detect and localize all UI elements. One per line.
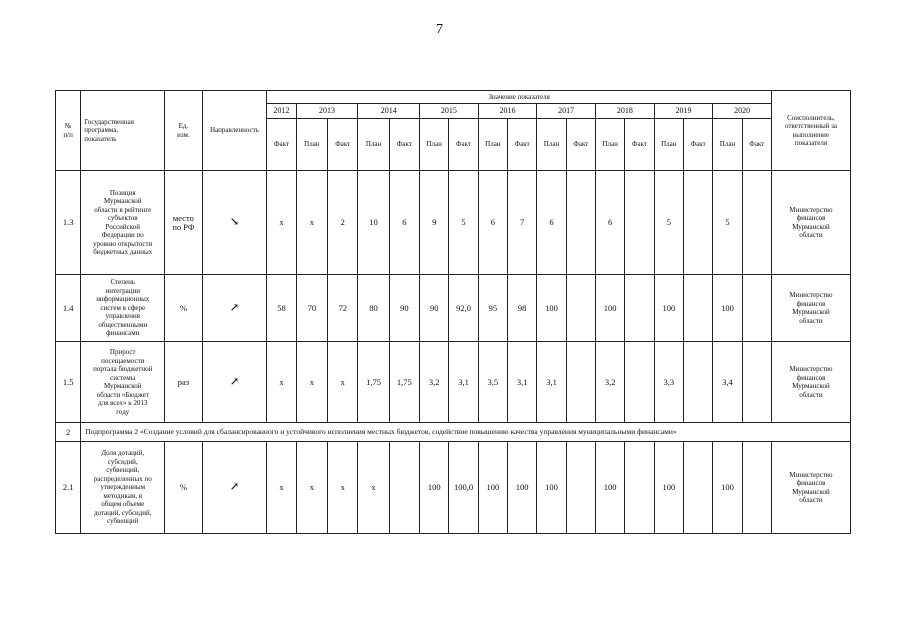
- direction-arrow-icon: ↗: [202, 275, 267, 342]
- header-year-2012: 2012: [267, 104, 296, 119]
- header-plan-9: План: [537, 119, 566, 171]
- header-year-2018: 2018: [596, 104, 655, 119]
- value-cell: х: [296, 171, 327, 275]
- row-name: Доля дотаций, субсидий, субвенций, распределенных по утвержденным методикам, в общем объеме дотаций, субсидий, субвенций: [81, 442, 165, 534]
- subprogram-row: [56, 423, 851, 442]
- subprogram-title: Подпрограмма 2 «Создание условий для сбалансированного и устойчивого исполнения местных бюджетов, содействие повышению качества управления муниципальными финансами»: [81, 423, 851, 442]
- header-plan-15: План: [713, 119, 742, 171]
- header-year-2019: 2019: [654, 104, 713, 119]
- value-cell: 3,4: [713, 342, 742, 423]
- value-cell: 3,1: [449, 342, 478, 423]
- value-cell: 6: [389, 171, 419, 275]
- value-cell: 100,0: [449, 442, 478, 534]
- value-cell: 70: [296, 275, 327, 342]
- value-cell: 2: [328, 171, 358, 275]
- header-plan-11: План: [596, 119, 625, 171]
- value-cell: 92,0: [449, 275, 478, 342]
- row-name: Степень интеграции информационных систем в сфере управления общественными финансами: [81, 275, 165, 342]
- value-cell: х: [358, 442, 389, 534]
- header-direction: Направленность: [202, 91, 267, 171]
- value-cell: х: [328, 342, 358, 423]
- direction-arrow-icon: ↗: [202, 442, 267, 534]
- value-cell: 3,2: [596, 342, 625, 423]
- header-executor: Соисполнитель, ответственный за выполнение показателя: [771, 91, 850, 171]
- indicator-table: [55, 90, 851, 534]
- value-cell: [742, 171, 771, 275]
- value-cell: 7: [508, 171, 537, 275]
- value-cell: [625, 275, 654, 342]
- table-row: [56, 342, 851, 423]
- value-cell: 9: [420, 171, 449, 275]
- row-num: 1.5: [56, 342, 81, 423]
- row-executor: Министерство финансов Мурманской области: [771, 275, 850, 342]
- header-year-2017: 2017: [537, 104, 596, 119]
- header-fact-10: Факт: [566, 119, 595, 171]
- table-row: [56, 275, 851, 342]
- value-cell: 3,5: [478, 342, 507, 423]
- row-executor: Министерство финансов Мурманской области: [771, 342, 850, 423]
- value-cell: х: [296, 442, 327, 534]
- value-cell: 6: [478, 171, 507, 275]
- value-cell: [566, 342, 595, 423]
- value-cell: х: [296, 342, 327, 423]
- value-cell: [625, 342, 654, 423]
- value-cell: 100: [420, 442, 449, 534]
- value-cell: [625, 171, 654, 275]
- value-cell: [683, 342, 712, 423]
- value-cell: 6: [596, 171, 625, 275]
- header-plan-13: План: [654, 119, 683, 171]
- value-cell: 100: [596, 442, 625, 534]
- row-unit: место по РФ: [165, 171, 202, 275]
- value-cell: 5: [713, 171, 742, 275]
- value-cell: [683, 442, 712, 534]
- value-cell: [683, 275, 712, 342]
- value-cell: [566, 442, 595, 534]
- value-cell: [683, 171, 712, 275]
- value-cell: 95: [478, 275, 507, 342]
- value-cell: 100: [478, 442, 507, 534]
- header-values-title: Значение показателя: [267, 91, 772, 104]
- header-plan-1: План: [296, 119, 327, 171]
- header-fact-14: Факт: [683, 119, 712, 171]
- value-cell: 100: [508, 442, 537, 534]
- value-cell: 3,1: [508, 342, 537, 423]
- value-cell: [566, 171, 595, 275]
- header-plan-5: План: [420, 119, 449, 171]
- value-cell: [742, 342, 771, 423]
- row-name: Позиция Мурманской области в рейтинге субъектов Российской Федерации по уровню открытости бюджетных данных: [81, 171, 165, 275]
- value-cell: 72: [328, 275, 358, 342]
- value-cell: [389, 442, 419, 534]
- header-year-2020: 2020: [713, 104, 772, 119]
- table-row: [56, 442, 851, 534]
- row-num: 1.4: [56, 275, 81, 342]
- row-num: 2.1: [56, 442, 81, 534]
- header-fact-6: Факт: [449, 119, 478, 171]
- value-cell: 10: [358, 171, 389, 275]
- value-cell: 6: [537, 171, 566, 275]
- value-cell: [566, 275, 595, 342]
- value-cell: х: [267, 442, 296, 534]
- header-fact-4: Факт: [389, 119, 419, 171]
- row-name: Прирост посещаемости портала бюджетной системы Мурманской области «Бюджет для всех» к 2013 году: [81, 342, 165, 423]
- direction-arrow-icon: ↘: [202, 171, 267, 275]
- value-cell: х: [328, 442, 358, 534]
- value-cell: 100: [654, 442, 683, 534]
- header-fact-12: Факт: [625, 119, 654, 171]
- header-fact-2: Факт: [328, 119, 358, 171]
- value-cell: х: [267, 171, 296, 275]
- header-year-2015: 2015: [420, 104, 479, 119]
- value-cell: 98: [508, 275, 537, 342]
- value-cell: 100: [713, 442, 742, 534]
- direction-arrow-icon: ↗: [202, 342, 267, 423]
- value-cell: 90: [420, 275, 449, 342]
- value-cell: [742, 442, 771, 534]
- header-num: № п/п: [56, 91, 81, 171]
- subprogram-num: 2: [56, 423, 81, 442]
- header-fact-16: Факт: [742, 119, 771, 171]
- row-unit: %: [165, 442, 202, 534]
- value-cell: [625, 442, 654, 534]
- value-cell: 100: [654, 275, 683, 342]
- header-program: Государственная программа, показатель: [81, 91, 165, 171]
- page-number: 7: [436, 22, 443, 37]
- value-cell: 5: [654, 171, 683, 275]
- value-cell: 58: [267, 275, 296, 342]
- value-cell: 100: [537, 275, 566, 342]
- row-unit: раз: [165, 342, 202, 423]
- value-cell: 3,3: [654, 342, 683, 423]
- value-cell: 5: [449, 171, 478, 275]
- value-cell: 100: [596, 275, 625, 342]
- value-cell: 1,75: [358, 342, 389, 423]
- value-cell: 1,75: [389, 342, 419, 423]
- value-cell: [742, 275, 771, 342]
- value-cell: 3,1: [537, 342, 566, 423]
- table-row: [56, 171, 851, 275]
- value-cell: 80: [358, 275, 389, 342]
- row-num: 1.3: [56, 171, 81, 275]
- value-cell: 3,2: [420, 342, 449, 423]
- header-plan-3: План: [358, 119, 389, 171]
- row-unit: %: [165, 275, 202, 342]
- header-year-2013: 2013: [296, 104, 358, 119]
- header-year-2014: 2014: [358, 104, 420, 119]
- value-cell: 100: [537, 442, 566, 534]
- value-cell: 100: [713, 275, 742, 342]
- value-cell: 90: [389, 275, 419, 342]
- header-fact-8: Факт: [508, 119, 537, 171]
- header-fact-0: Факт: [267, 119, 296, 171]
- header-year-2016: 2016: [478, 104, 537, 119]
- value-cell: х: [267, 342, 296, 423]
- header-unit: Ед. изм.: [165, 91, 202, 171]
- header-plan-7: План: [478, 119, 507, 171]
- row-executor: Министерство финансов Мурманской области: [771, 171, 850, 275]
- row-executor: Министерство финансов Мурманской области: [771, 442, 850, 534]
